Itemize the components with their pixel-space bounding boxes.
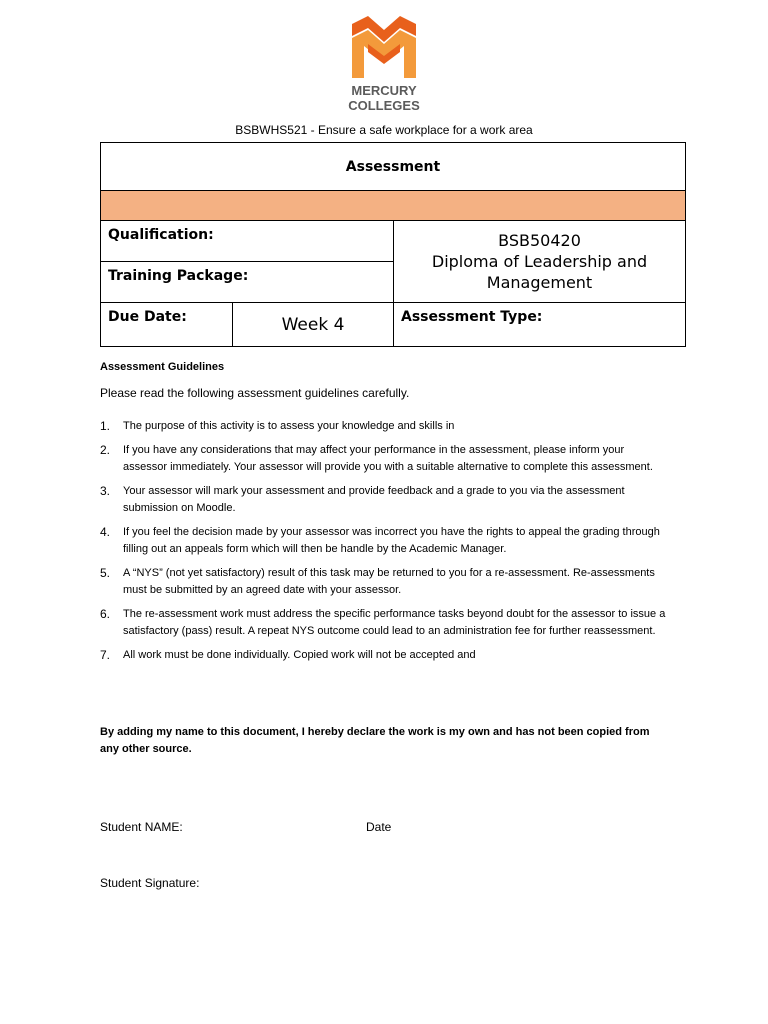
guidelines-list (100, 418, 670, 671)
student-name-label: Student NAME: (100, 820, 183, 834)
declaration-text: By adding my name to this document, I hereby declare the work is my own and has not been copied from any other source. (100, 726, 650, 755)
list-item (100, 565, 670, 599)
assessment-type-label: Assessment Type: (394, 303, 686, 347)
due-date-value: Week 4 (233, 303, 394, 347)
list-item-number: 1. (100, 419, 111, 433)
logo-line-1: MERCURY (351, 83, 417, 98)
qualification-value-cell (394, 221, 686, 303)
list-item-text: All work must be done individually. Copied work will not be accepted and (123, 649, 476, 661)
list-item (100, 483, 670, 517)
assessment-header: Assessment (101, 143, 686, 191)
list-item (100, 442, 670, 476)
guidelines-title: Assessment Guidelines (100, 361, 225, 373)
guidelines-intro: Please read the following assessment guidelines carefully. (100, 386, 410, 400)
qualification-name: Diploma of Leadership and Management (431, 252, 648, 292)
training-package-label: Training Package: (101, 262, 394, 303)
mercury-colleges-logo (336, 16, 432, 116)
list-item (100, 647, 670, 664)
unit-title: BSBWHS521 - Ensure a safe workplace for a work area (235, 123, 533, 137)
list-item-number: 7. (100, 648, 111, 662)
list-item (100, 418, 670, 435)
logo-line-2: COLLEGES (348, 98, 420, 113)
list-item-number: 3. (100, 484, 111, 498)
list-item-text: The purpose of this activity is to assess your knowledge and skills in (123, 420, 455, 432)
qualification-label: Qualification: (101, 221, 394, 262)
date-label: Date (366, 820, 392, 834)
list-item-number: 4. (100, 525, 111, 539)
due-date-label: Due Date: (101, 303, 233, 347)
list-item-text: The re-assessment work must address the specific performance tasks beyond doubt for the assessor to issue a satisfactory (pass) result. A repeat NYS outcome could lead to an administration fee for further reassessment. (123, 608, 666, 637)
list-item-number: 5. (100, 566, 111, 580)
list-item-text: If you feel the decision made by your assessor was incorrect you have the rights to appeal the grading through filling out an appeals form which will then be handle by the Academic Manager. (123, 526, 660, 555)
list-item (100, 524, 670, 558)
list-item-text: A “NYS” (not yet satisfactory) result of this task may be returned to you for a re-assessment. Re-assessments must be submitted by an agreed date with your assessor. (123, 567, 655, 596)
student-signature-label: Student Signature: (100, 876, 200, 890)
list-item-text: Your assessor will mark your assessment and provide feedback and a grade to you via the assessment submission on Moodle. (123, 485, 625, 514)
list-item (100, 606, 670, 640)
list-item-number: 2. (100, 443, 111, 457)
orange-band (101, 191, 686, 221)
mercury-logo-icon (344, 16, 424, 80)
list-item-text: If you have any considerations that may affect your performance in the assessment, please inform your assessor immediately. Your assessor will provide you with a suitable alternative to complete this assessment. (123, 444, 653, 473)
list-item-number: 6. (100, 607, 111, 621)
qualification-code: BSB50420 (498, 231, 581, 250)
assessment-cover-table (100, 142, 686, 347)
